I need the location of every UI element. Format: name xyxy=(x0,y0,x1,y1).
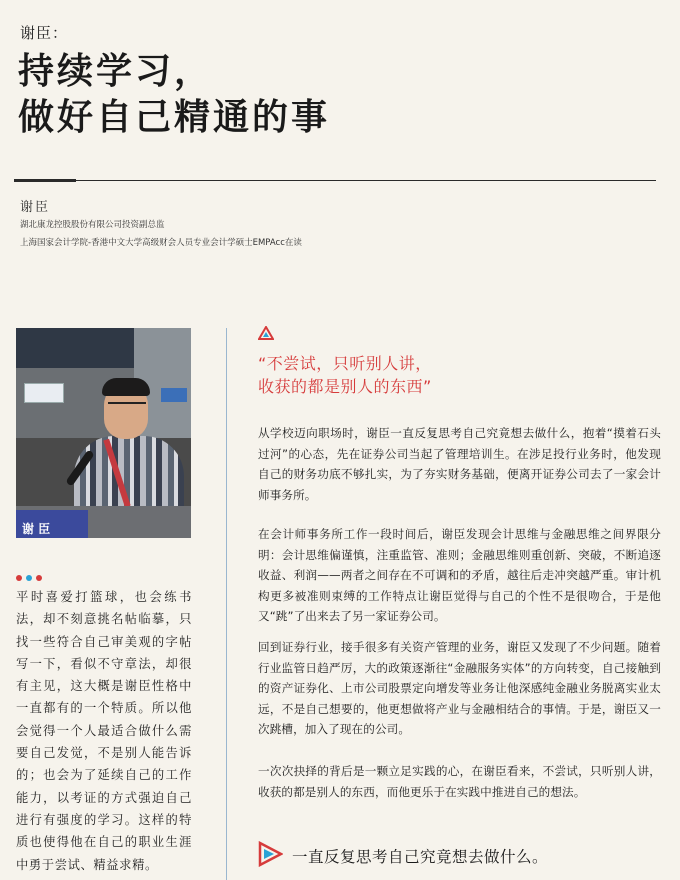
headline-line-2: 做好自己精通的事 xyxy=(18,96,331,138)
decorative-dots xyxy=(16,566,46,585)
body-paragraph: 从学校迈向职场时，谢臣一直反复思考自己究竟想去做什么，抱着“摸着石头过河”的心态，先在证券公司当起了管理培训生。在涉足投行业务时，他发现自己的财务功底不够扎实，为了夯实财务基础，便离开证券公司去了一家会计师事务所。 xyxy=(258,426,661,502)
body-paragraph: 一次次抉择的背后是一颗立足实践的心，在谢臣看来，不尝试，只听别人讲，收获的都是别人的东西，而他更乐于在实践中推进自己的想法。 xyxy=(258,764,661,799)
pull-quote-line-2: 收获的都是别人的东西” xyxy=(258,377,432,396)
section-kicker: 谢臣： xyxy=(20,24,69,42)
body-paragraph: 回到证券行业，接手很多有关资产管理的业务，谢臣又发现了不少问题。随着行业监管日趋严厉，大的政策逐渐往“金融服务实体”的方向转变，自己接触到的资产证券化、上市公司股票定向增发等业务让他深感纯金融业务脱离实业太远，不是自己想要的，他更想做将产业与金融相结合的事情。于是，谢臣又一次跳槽，加入了现在的公司。 xyxy=(258,640,661,736)
sidebar-profile-text: 平时喜爱打篮球，也会练书法，却不刻意挑名帖临摹，只找一些符合自己审美观的字帖写一下，看似不守章法，却很有主见，这大概是谢臣性格中一直都有的一个特质。所以他会觉得一个人最适合做什么需要自己发觉，不是别人能告诉的；也会为了延续自己的工作能力，以考证的方式强迫自己进行有强度的学习。这样的特质也使得他在自己的职业生涯中勇于尝试、精益求精。 xyxy=(16,590,192,872)
pull-quote xyxy=(258,352,432,398)
nameplate-text: 谢 臣 xyxy=(22,522,51,536)
pull-quote-line-1: “不尝试，只听别人讲， xyxy=(258,354,432,373)
author-title-1: 湖北康龙控股股份有限公司投资副总监 xyxy=(20,220,165,230)
header-divider-accent xyxy=(14,179,76,182)
author-name: 谢臣 xyxy=(20,200,51,215)
header-divider xyxy=(14,180,656,181)
triangle-icon xyxy=(258,326,274,340)
red-dot-icon xyxy=(36,575,42,581)
closing-statement: 一直反复思考自己究竟想去做什么。 xyxy=(292,848,549,866)
portrait-photo xyxy=(16,328,191,538)
headline-line-1: 持续学习， xyxy=(18,50,214,92)
blue-dot-icon xyxy=(26,575,32,581)
column-divider xyxy=(226,328,227,880)
body-paragraph: 在会计师事务所工作一段时间后，谢臣发现会计思维与金融思维之间界限分明：会计思维偏谨慎，注重监管、准则；金融思维则重创新、突破，不断追逐收益、利润——两者之间存在不可调和的矛盾，越往后走冲突越严重。审计机构更多被准则束缚的工作特点让谢臣觉得与自己的个性不是很吻合，于是他又“跳”了出来去了另一家证券公司。 xyxy=(258,527,661,623)
play-triangle-icon xyxy=(257,841,283,867)
author-title-2: 上海国家会计学院-香港中文大学高级财会人员专业会计学硕士EMPAcc在读 xyxy=(20,238,302,248)
red-dot-icon xyxy=(16,575,22,581)
